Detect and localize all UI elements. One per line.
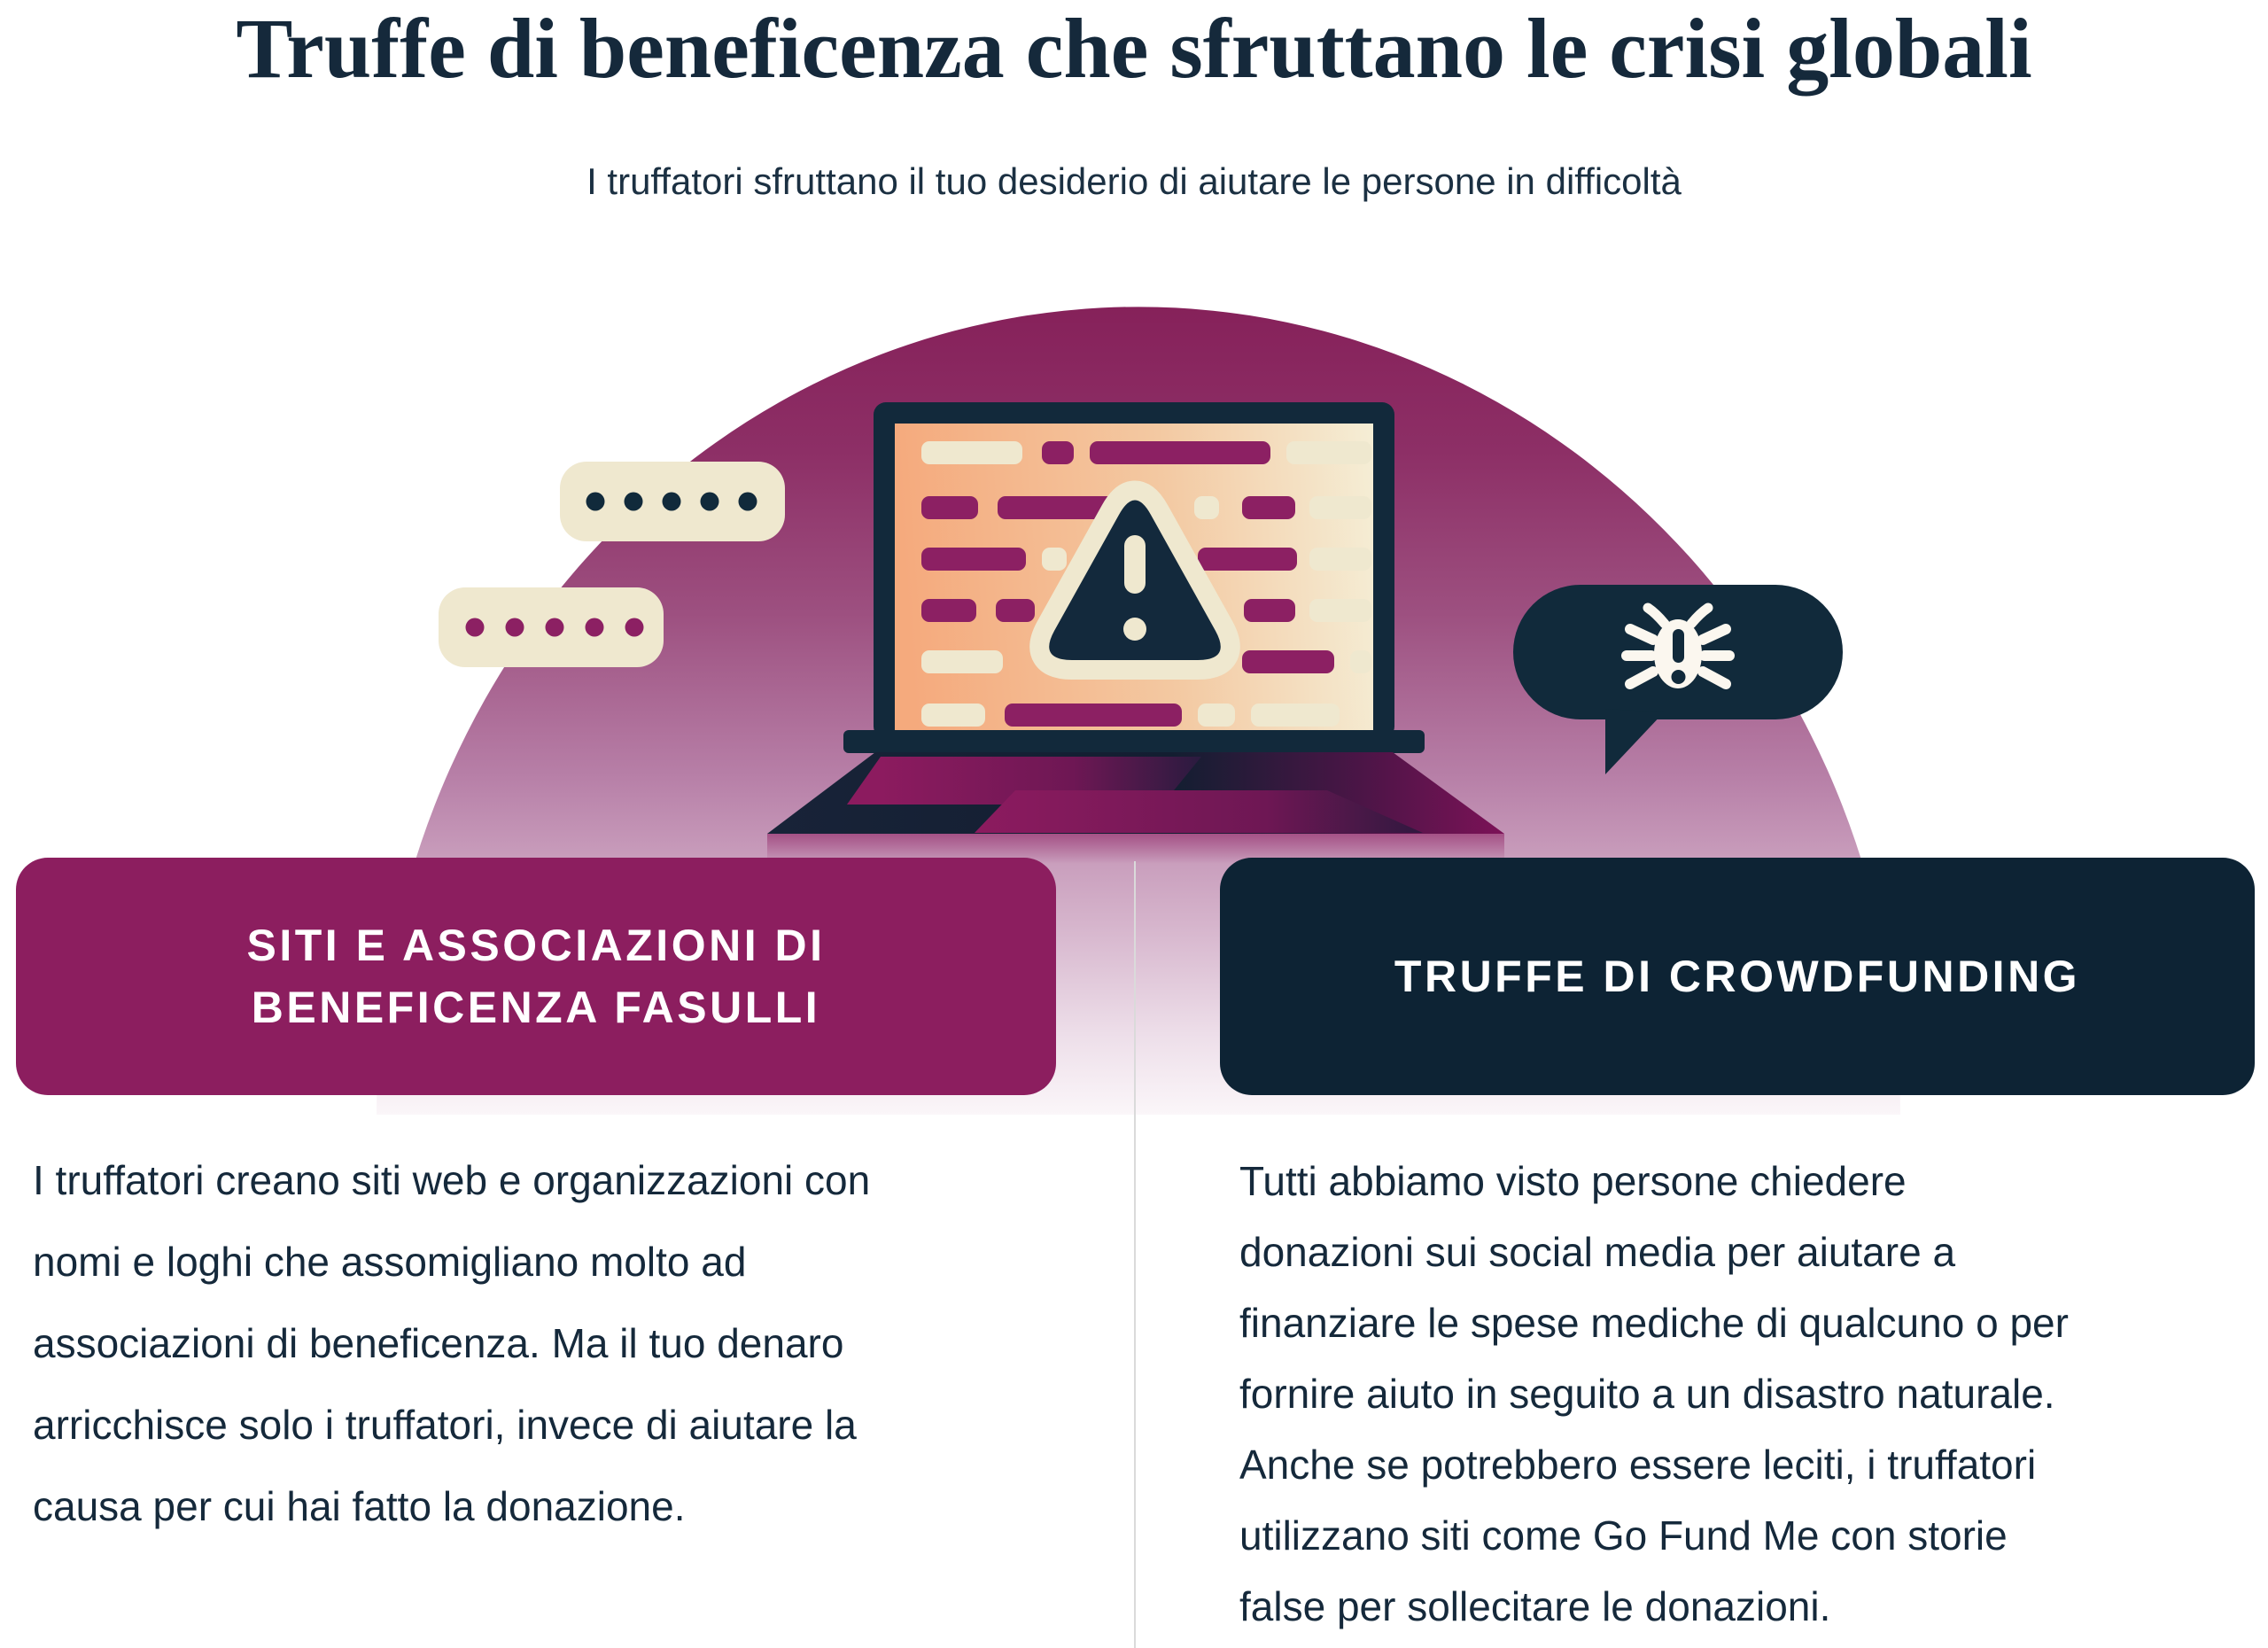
- password-dots-bubble-bottom: [439, 587, 664, 667]
- column-divider: [1134, 861, 1136, 1648]
- laptop: [767, 402, 1504, 864]
- category-card-fake-charities: [16, 858, 1056, 1095]
- laptop-keyboard: [767, 730, 1504, 864]
- page-title: Truffe di beneficenza che sfruttano le crisi globali: [236, 1, 2032, 96]
- card-title-crowdfunding: TRUFFE DI CROWDFUNDING: [1394, 952, 2081, 1001]
- crowdfunding-description: Tutti abbiamo visto persone chiedere donazioni sui social media per aiutare a finanziare le spese mediche di qualcuno o per fornire aiuto in seguito a un disastro naturale. Anche se potrebbero essere leciti, i truffatori utilizzano siti come Go Fund Me con storie false per sollecitare le donazioni.: [1239, 1158, 2069, 1629]
- card-title-fake-charities: SITI E ASSOCIAZIONI DI BENEFICENZA FASULLI: [246, 921, 826, 1032]
- page-subtitle: I truffatori sfruttano il tuo desiderio di aiutare le persone in difficoltà: [586, 160, 1682, 202]
- password-dots-bubble-top: [560, 462, 785, 541]
- fake-charities-description: I truffatori creano siti web e organizzazioni con nomi e loghi che assomigliano molto ad associazioni di beneficenza. Ma il tuo denaro arricchisce solo i truffatori, invece di aiutare la causa per cui hai fatto la donazione.: [33, 1157, 871, 1529]
- category-card-crowdfunding: [1220, 858, 2255, 1095]
